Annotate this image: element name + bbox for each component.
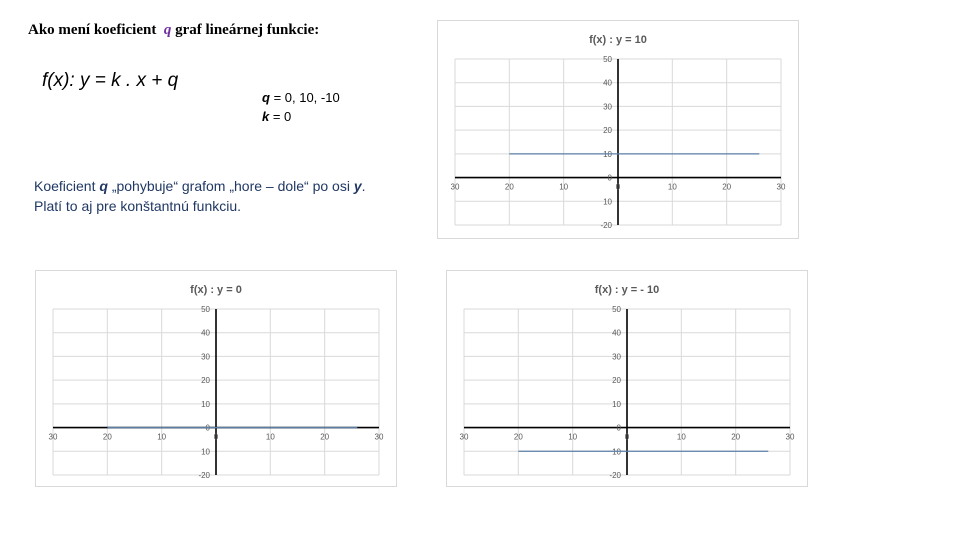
y-tick-label: 20 — [201, 376, 210, 386]
x-tick-label: 0 — [213, 432, 219, 442]
q-values-text: = 0, 10, -10 — [269, 90, 340, 105]
chart-title: f(x) : y = - 10 — [594, 284, 660, 296]
y-tick-label: -20 — [609, 471, 621, 480]
chart-svg — [438, 21, 798, 238]
parameter-values — [262, 88, 340, 126]
x-tick-label: 30 — [374, 432, 384, 442]
y-tick-label: 50 — [603, 55, 612, 64]
y-tick-label: 10 — [603, 197, 612, 207]
title-text-end: graf lineárnej funkcie: — [175, 22, 320, 38]
function-formula: f(x): y = k . x + q — [42, 70, 179, 91]
y-tick-label: 10 — [201, 447, 210, 457]
desc-y: y — [353, 178, 362, 194]
x-tick-label: 10 — [568, 432, 578, 442]
title-q-symbol: q — [163, 22, 172, 38]
x-tick-label: 20 — [722, 182, 732, 192]
x-tick-label: 10 — [559, 182, 569, 192]
y-tick-label: 10 — [612, 447, 621, 457]
x-tick-label: 20 — [102, 432, 112, 442]
y-tick-label: 10 — [612, 399, 621, 409]
x-tick-label: 10 — [265, 432, 275, 442]
y-tick-label: 40 — [603, 78, 612, 88]
y-tick-label: 30 — [603, 102, 612, 112]
y-tick-label: 40 — [201, 328, 210, 338]
y-tick-label: -20 — [198, 471, 210, 480]
chart-q-10 — [437, 20, 799, 239]
y-tick-label: 40 — [612, 328, 621, 338]
x-tick-label: 0 — [615, 182, 621, 192]
x-tick-label: 30 — [785, 432, 795, 442]
desc-part2: „pohybuje“ grafom „hore – dole“ po osi — [107, 178, 354, 194]
description-text — [34, 176, 394, 216]
y-tick-label: 10 — [603, 149, 612, 159]
y-tick-label: 50 — [201, 305, 210, 314]
k-name: k — [262, 109, 270, 124]
x-tick-label: 20 — [320, 432, 330, 442]
y-tick-label: 20 — [612, 376, 621, 386]
chart-q-0 — [35, 270, 397, 487]
chart-svg — [447, 271, 807, 486]
x-tick-label: 10 — [667, 182, 677, 192]
x-tick-label: 20 — [504, 182, 514, 192]
title-text-start: Ako mení koeficient — [28, 22, 157, 38]
y-tick-label: 20 — [603, 126, 612, 136]
x-tick-label: 30 — [48, 432, 58, 442]
x-tick-label: 10 — [676, 432, 686, 442]
y-tick-label: 0 — [607, 173, 612, 183]
x-tick-label: 0 — [624, 432, 630, 442]
chart-title: f(x) : y = 10 — [589, 34, 647, 46]
chart-svg — [36, 271, 396, 486]
y-tick-label: 0 — [205, 423, 210, 433]
y-tick-label: 50 — [612, 305, 621, 314]
desc-part1: Koeficient — [34, 178, 100, 194]
q-values — [262, 88, 340, 107]
x-tick-label: 30 — [450, 182, 460, 192]
desc-q: q — [99, 178, 108, 194]
x-tick-label: 30 — [776, 182, 786, 192]
y-tick-label: -20 — [600, 221, 612, 230]
chart-q-minus-10 — [446, 270, 808, 487]
q-name: q — [262, 90, 270, 105]
x-tick-label: 10 — [157, 432, 167, 442]
y-tick-label: 30 — [201, 352, 210, 362]
x-tick-label: 20 — [513, 432, 523, 442]
x-tick-label: 20 — [731, 432, 741, 442]
y-tick-label: 0 — [616, 423, 621, 433]
x-tick-label: 30 — [459, 432, 469, 442]
slide-title — [28, 22, 319, 39]
y-tick-label: 10 — [201, 399, 210, 409]
y-tick-label: 30 — [612, 352, 621, 362]
chart-title: f(x) : y = 0 — [190, 284, 242, 296]
k-values — [262, 107, 340, 126]
desc-part3: . Platí to aj pre konštantnú funkciu. — [34, 178, 366, 214]
k-values-text: = 0 — [269, 109, 292, 124]
